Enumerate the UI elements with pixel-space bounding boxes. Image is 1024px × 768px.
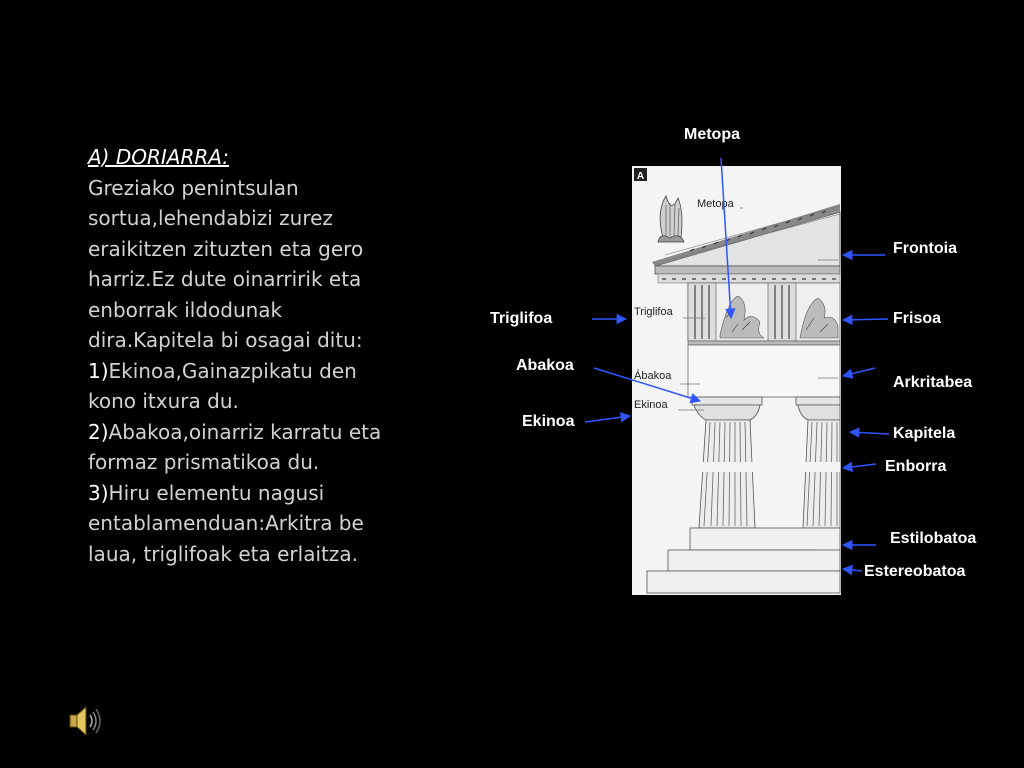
item-3-text: Hiru elementu nagusi entablamenduan:Arkitra be laua, triglifoak eta erlaitza. [88, 480, 364, 566]
intro-text: Greziako penintsulan sortua,lehendabizi zurez eraikitzen zituzten eta gero harriz.Ez dute oinarririk eta enborrak ildodunak dira.Kapitela bi osagai ditu: [88, 175, 364, 352]
label-abakoa: Abakoa [516, 357, 574, 374]
item-2-text: Abakoa,oinarriz karratu eta formaz prismatikoa du. [88, 419, 382, 474]
label-triglifoa: Triglifoa [490, 310, 553, 327]
item-2-number: 2) [88, 419, 109, 444]
section-heading: A) DORIARRA: [88, 145, 230, 169]
label-kapitela: Kapitela [893, 425, 956, 442]
panel-letter: A [636, 171, 645, 182]
architrave [688, 345, 840, 397]
stereobate [647, 571, 840, 593]
item-3-number: 3) [88, 480, 109, 505]
label-arkritabea: Arkritabea [893, 374, 973, 391]
stylobate [690, 528, 840, 550]
label-frontoia: Frontoia [893, 240, 957, 257]
item-1-text: Ekinoa,Gainazpikatu den kono itxura du. [88, 358, 357, 413]
speaker-icon[interactable] [66, 703, 106, 739]
label-estereobatoa: Estereobatoa [864, 563, 966, 580]
abacus [692, 397, 762, 405]
inner-label-abakoa: Ábakoa [634, 370, 672, 382]
stereobate-step [668, 550, 840, 571]
item-1-number: 1) [88, 358, 109, 383]
echinus [694, 405, 760, 420]
inner-label-triglifoa: Triglifoa [634, 306, 673, 318]
label-ekinoa: Ekinoa [522, 413, 575, 430]
label-estilobatoa: Estilobatoa [890, 530, 977, 547]
label-metopa: Metopa [684, 126, 740, 143]
inner-label-metopa: Metopa [697, 198, 734, 210]
inner-label-ekinoa: Ekinoa [634, 399, 668, 411]
label-frisoa: Frisoa [893, 310, 942, 327]
label-enborra: Enborra [885, 458, 947, 475]
cornice [655, 266, 840, 274]
